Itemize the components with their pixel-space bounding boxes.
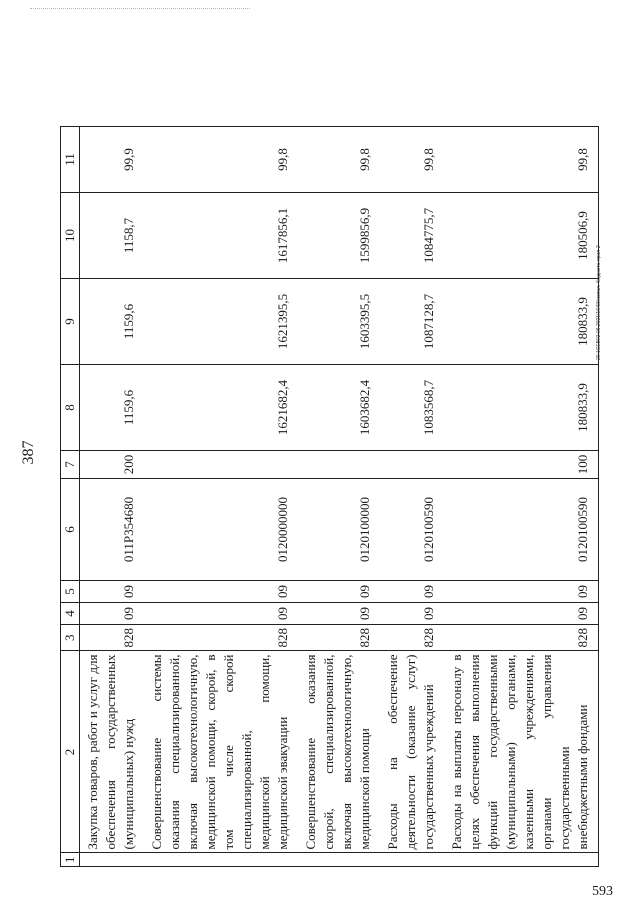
- header-cell: 7: [61, 451, 80, 479]
- target-article-code: 0120100590: [444, 479, 599, 581]
- percent-col11: 99,8: [444, 127, 599, 193]
- row-number-cell: [144, 853, 298, 867]
- section-code: 09: [144, 603, 298, 625]
- value-col8: 180833,9: [444, 365, 599, 451]
- expense-type-code: [298, 451, 380, 479]
- table-row: [380, 127, 444, 867]
- expense-description: Совершенствование системы оказания специализированной, включая высокотехнологичную, медицинской помощи, скорой, в том числе скорой специализированной, медицинской помощи, медицинской эвакуации: [144, 651, 298, 853]
- sheet-number: 593: [592, 884, 613, 899]
- expense-type-code: 200: [80, 451, 145, 479]
- header-cell: 4: [61, 603, 80, 625]
- budget-table: [60, 126, 599, 867]
- value-col8: 1083568,7: [380, 365, 444, 451]
- target-article-code: 0120000000: [144, 479, 298, 581]
- value-col9: 1159,6: [80, 279, 145, 365]
- section-code: 09: [80, 603, 145, 625]
- value-col9: 1621395,5: [144, 279, 298, 365]
- subsection-code: 09: [380, 581, 444, 603]
- subsection-code: 09: [298, 581, 380, 603]
- value-col8: 1603682,4: [298, 365, 380, 451]
- value-col9: 180833,9: [444, 279, 599, 365]
- percent-col11: 99,8: [380, 127, 444, 193]
- header-cell: 8: [61, 365, 80, 451]
- header-cell: 10: [61, 193, 80, 279]
- header-cell: 1: [61, 853, 80, 867]
- ministry-code: 828: [144, 625, 298, 652]
- table-row: [298, 127, 380, 867]
- expense-type-code: 100: [444, 451, 599, 479]
- target-article-code: 0120100590: [380, 479, 444, 581]
- table-header-row: [61, 127, 80, 867]
- header-cell: 9: [61, 279, 80, 365]
- section-code: 09: [380, 603, 444, 625]
- footer-note: 20.1СЕВ02.06.2021/16:58/испол.-бюджета-прил-2: [596, 245, 602, 360]
- subsection-code: 09: [144, 581, 298, 603]
- row-number-cell: [380, 853, 444, 867]
- percent-col11: 99,8: [144, 127, 298, 193]
- expense-type-code: [380, 451, 444, 479]
- value-col10: 180506,9: [444, 193, 599, 279]
- value-col10: 1599856,9: [298, 193, 380, 279]
- page-number: 387: [20, 440, 37, 465]
- expense-description: Совершенствование оказания скорой, специализированной, включая высокотехнологичную, медицинской помощи: [298, 651, 380, 853]
- value-col9: 1603395,5: [298, 279, 380, 365]
- expense-description: Расходы на обеспечение деятельности (оказание услуг) государственных учреждений: [380, 651, 444, 853]
- section-code: 09: [444, 603, 599, 625]
- percent-col11: 99,8: [298, 127, 380, 193]
- header-cell: 3: [61, 625, 80, 652]
- value-col8: 1621682,4: [144, 365, 298, 451]
- subsection-code: 09: [444, 581, 599, 603]
- ministry-code: 828: [298, 625, 380, 652]
- table-row: [144, 127, 298, 867]
- row-number-cell: [298, 853, 380, 867]
- table-row: [80, 127, 145, 867]
- expense-description: Расходы на выплаты персоналу в целях обеспечения выполнения функций государственными (муниципальными) органами, казенными учреждениями, органами управления государственными внебюджетными фондами: [444, 651, 599, 853]
- header-cell: 6: [61, 479, 80, 581]
- value-col10: 1158,7: [80, 193, 145, 279]
- section-code: 09: [298, 603, 380, 625]
- row-number-cell: [444, 853, 599, 867]
- target-article-code: 011Р354680: [80, 479, 145, 581]
- ministry-code: 828: [380, 625, 444, 652]
- expense-type-code: [144, 451, 298, 479]
- value-col10: 1084775,7: [380, 193, 444, 279]
- ministry-code: 828: [444, 625, 599, 652]
- percent-col11: 99,9: [80, 127, 145, 193]
- subsection-code: 09: [80, 581, 145, 603]
- row-number-cell: [80, 853, 145, 867]
- value-col9: 1087128,7: [380, 279, 444, 365]
- header-cell: 2: [61, 651, 80, 853]
- value-col10: 1617856,1: [144, 193, 298, 279]
- target-article-code: 0120100000: [298, 479, 380, 581]
- expense-description: Закупка товаров, работ и услуг для обеспечения государственных (муниципальных) нужд: [80, 651, 145, 853]
- document-footer: [596, 180, 605, 740]
- header-cell: 5: [61, 581, 80, 603]
- table-row: [444, 127, 599, 867]
- ministry-code: 828: [80, 625, 145, 652]
- header-cell: 11: [61, 127, 80, 193]
- value-col8: 1159,6: [80, 365, 145, 451]
